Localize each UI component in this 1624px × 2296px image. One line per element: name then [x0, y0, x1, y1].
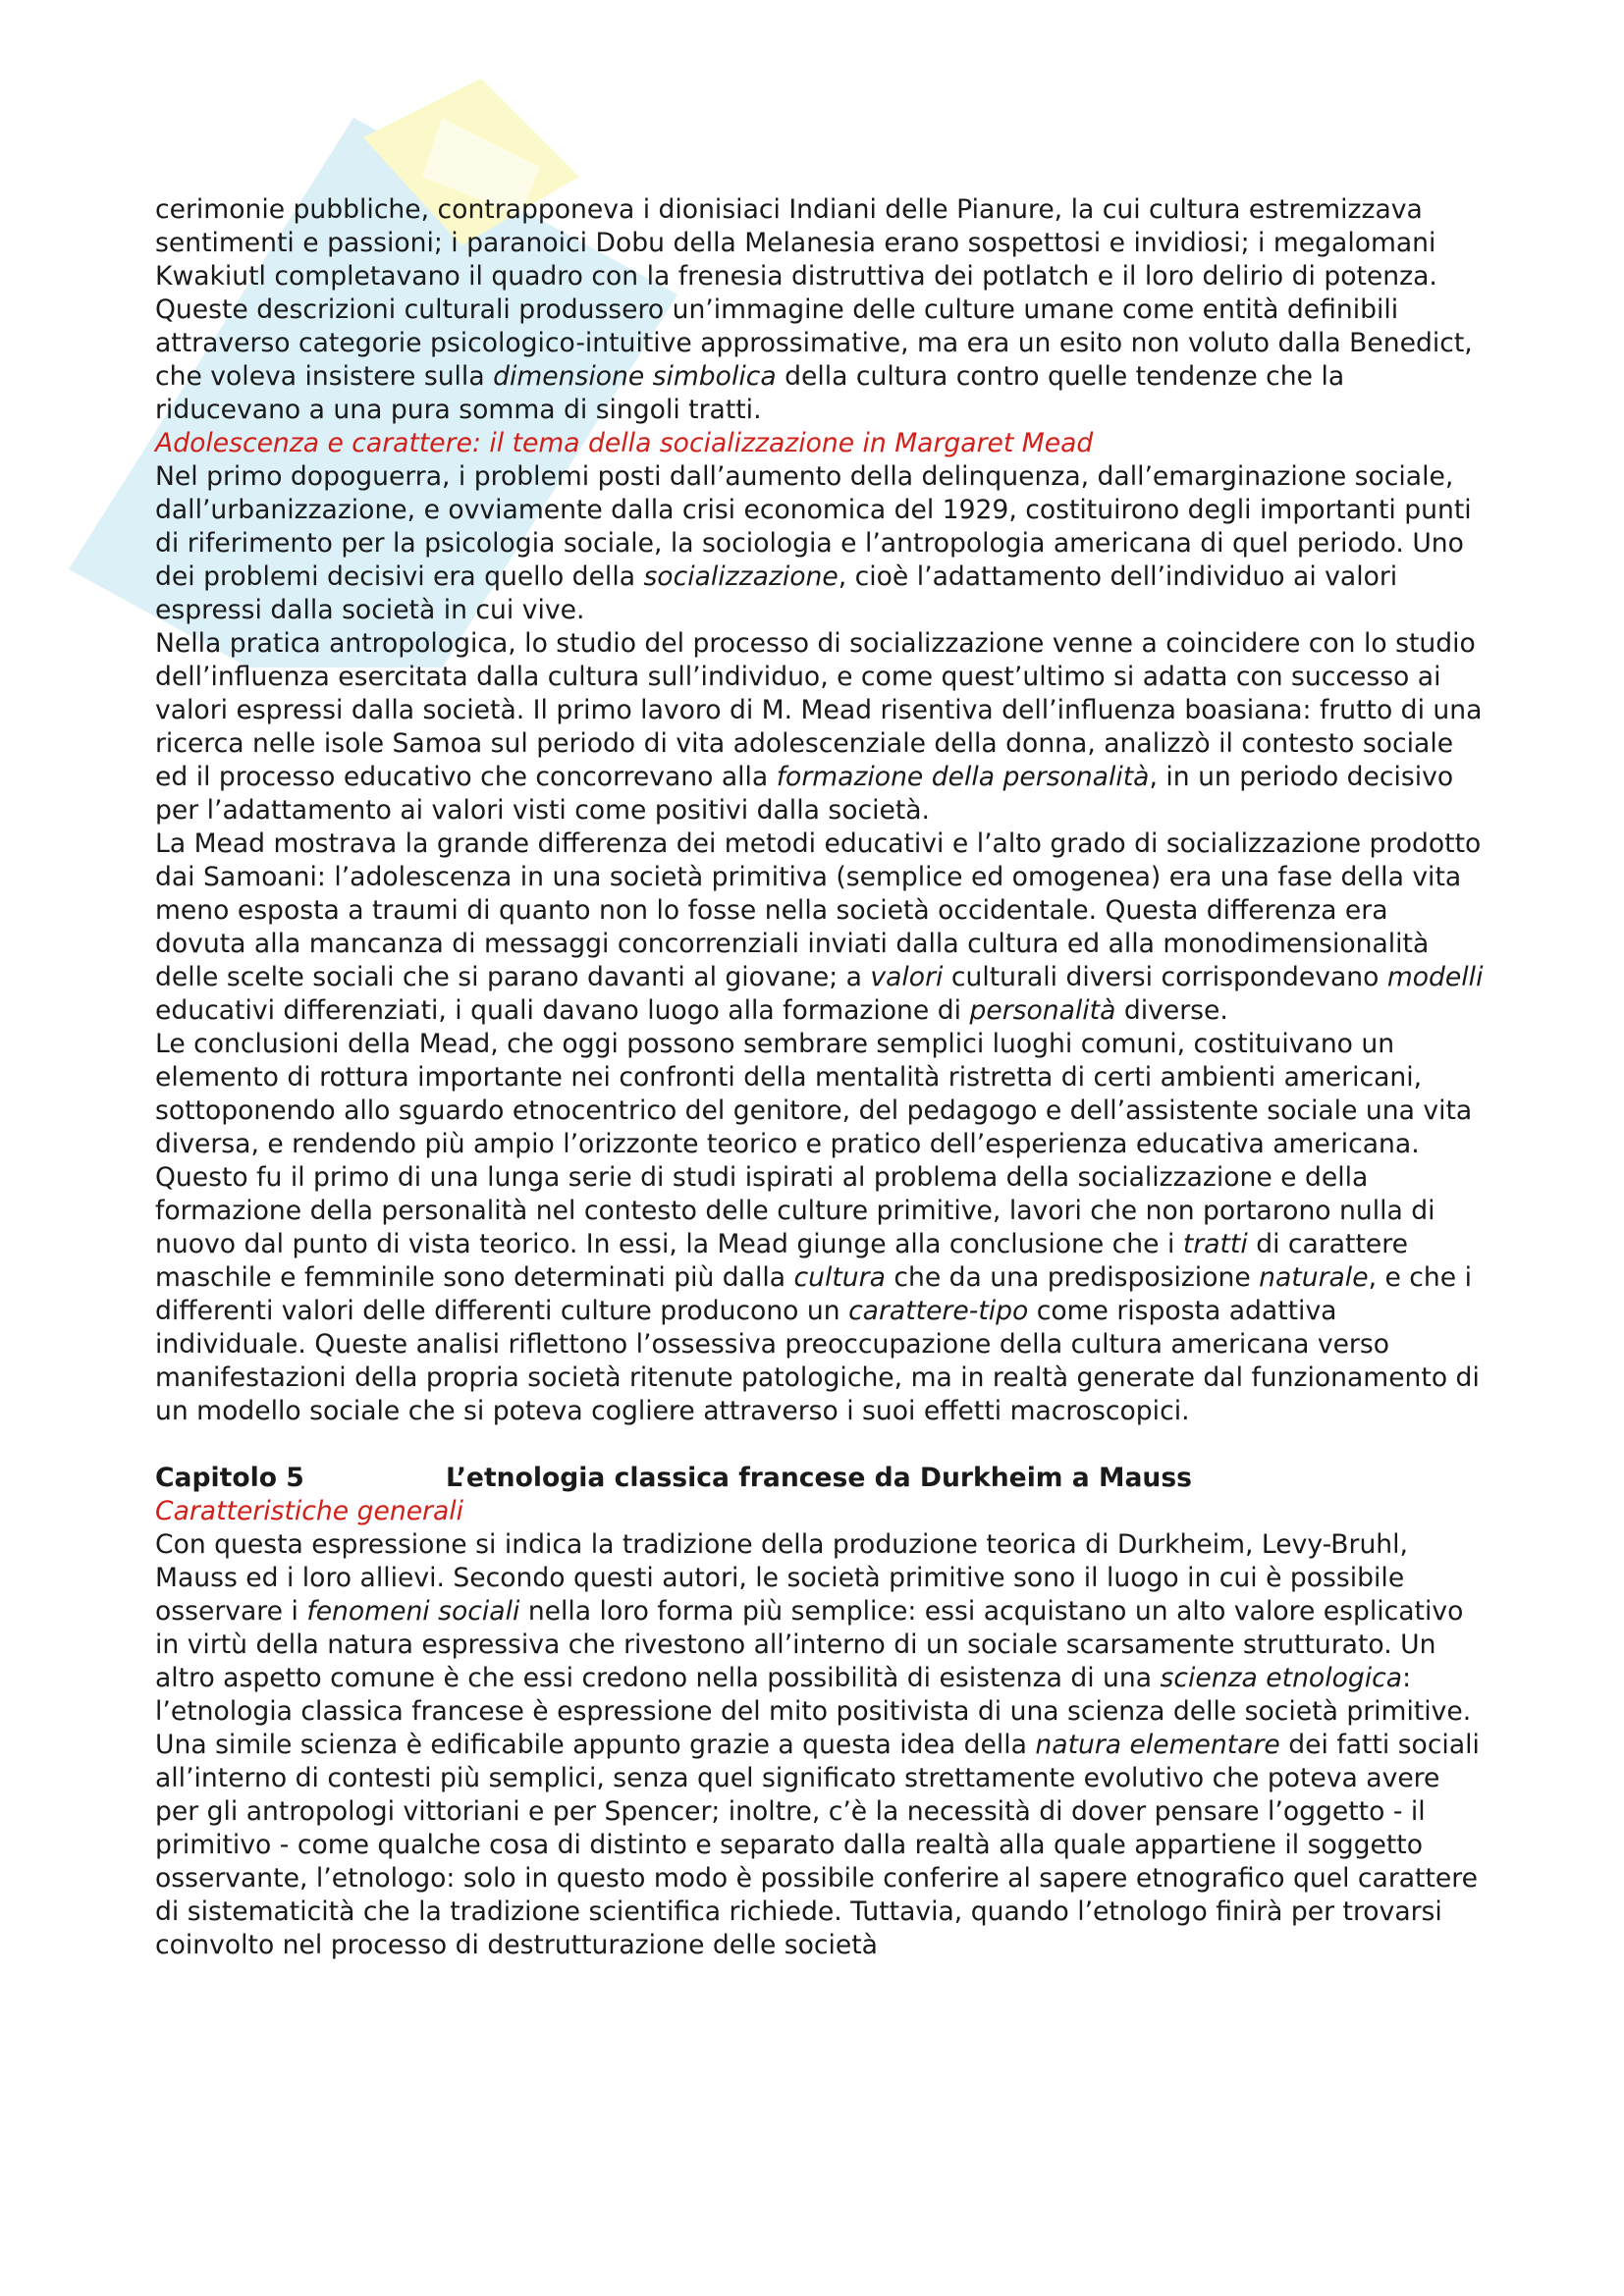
paragraph: Nel primo dopoguerra, i problemi posti dall’aumento della delinquenza, dall’emarginazione sociale, dall’urbanizzazione, e ovviamente dalla crisi economica del 1929, costituirono degli importanti punti di riferimento per la psicologia sociale, la sociologia e l’antropologia americana di quel periodo. Uno dei problemi decisivi era quello della socializzazione, cioè l’adattamento dell’individuo ai valori espressi dalla società in cui vive. [155, 461, 1472, 625]
section-heading-mead: Adolescenza e carattere: il tema della socializzazione in Margaret Mead [155, 428, 1094, 458]
paragraph: Nella pratica antropologica, lo studio del processo di socializzazione venne a coincidere con lo studio dell’influenza esercitata dalla cultura sull’individuo, e come quest’ultimo si adatta con successo ai valori espressi dalla società. Il primo lavoro di M. Mead risentiva dell’influenza boasiana: frutto di una ricerca nelle isole Samoa sul periodo di vita adolescenziale della donna, analizzò il contesto sociale ed il processo educativo che concorrevano alla formazione della personalità, in un periodo decisivo per l’adattamento ai valori visti come positivi dalla società. [155, 628, 1483, 826]
section-heading-general: Caratteristiche generali [155, 1496, 464, 1526]
paragraph: cerimonie pubbliche, contrapponeva i dionisiaci Indiani delle Pianure, la cui cultura estremizzava sentimenti e passioni; i paranoici Dobu della Melanesia erano sospettosi e invidiosi; i megalomani Kwakiutl completavano il quadro con la frenesia distruttiva dei potlatch e il loro delirio di potenza. [155, 194, 1437, 292]
chapter-title: L’etnologia classica francese da Durkheim a Mauss [446, 1463, 1192, 1493]
paragraph: Queste descrizioni culturali produssero un’immagine delle culture umane come entità definibili attraverso categorie psicologico-intuitive approssimative, ma era un esito non voluto dalla Benedict, che voleva insistere sulla dimensione simbolica della cultura contro quelle tendenze che la riducevano a una pura somma di singoli tratti. [155, 294, 1473, 425]
paragraph: Con questa espressione si indica la tradizione della produzione teorica di Durkheim, Levy-Bruhl, Mauss ed i loro allievi. Secondo questi autori, le società primitive sono il luogo in cui è possibile osservare i fenomeni sociali nella loro forma più semplice: essi acquistano un alto valore esplicativo in virtù della natura espressiva che rivestono all’interno di un sociale scarsamente strutturato. Un altro aspetto comune è che essi credono nella possibilità di esistenza di una scienza etnologica: l’etnologia classica francese è espressione del mito positivista di una scienza delle società primitive. [155, 1529, 1472, 1727]
paragraph: La Mead mostrava la grande differenza dei metodi educativi e l’alto grado di socializzazione prodotto dai Samoani: l’adolescenza in una società primitiva (semplice ed omogenea) era una fase della vita meno esposta a traumi di quanto non lo fosse nella società occidentale. Questa differenza era dovuta alla mancanza di messaggi concorrenziali inviati dalla cultura ed alla monodimensionalità delle scelte sociali che si parano davanti al giovane; a valori culturali diversi corrispondevano modelli educativi differenziati, i quali davano luogo alla formazione di personalità diverse. [155, 828, 1484, 1026]
paragraph: Le conclusioni della Mead, che oggi possono sembrare semplici luoghi comuni, costituivano un elemento di rottura importante nei confronti della mentalità ristretta di certi ambienti americani, sottoponendo allo sguardo etnocentrico del genitore, del pedagogo e dell’assistente sociale una vita diversa, e rendendo più ampio l’orizzonte teorico e pratico dell’esperienza educativa americana. [155, 1029, 1473, 1159]
paragraph: Una simile scienza è edificabile appunto grazie a questa idea della natura elementare dei fatti sociali all’interno di contesti più semplici, senza quel significato strettamente evolutivo che poteva avere per gli antropologi vittoriani e per Spencer; inoltre, c’è la necessità di dover pensare l’oggetto - il primitivo - come qualche cosa di distinto e separato dalla realtà alla quale appartiene il soggetto osservante, l’etnologo: solo in questo modo è possibile conferire al sapere etnografico quel carattere di sistematicità che la tradizione scientifica richiede. Tuttavia, quando l’etnologo finirà per trovarsi coinvolto nel processo di destrutturazione delle società [155, 1730, 1480, 1960]
chapter-number: Capitolo 5 [155, 1463, 304, 1493]
document-body [155, 193, 1486, 1962]
chapter-heading [155, 1462, 1486, 1495]
paragraph: Questo fu il primo di una lunga serie di studi ispirati al problema della socializzazione e della formazione della personalità nel contesto delle culture primitive, lavori che non portarono nulla di nuovo dal punto di vista teorico. In essi, la Mead giunge alla conclusione che i tratti di carattere maschile e femminile sono determinati più dalla cultura che da una predisposizione naturale, e che i differenti valori delle differenti culture producono un carattere-tipo come risposta adattiva individuale. Queste analisi riflettono l’ossessiva preoccupazione della cultura americana verso manifestazioni della propria società ritenute patologiche, ma in realtà generate dal funzionamento di un modello sociale che si poteva cogliere attraverso i suoi effetti macroscopici. [155, 1162, 1480, 1426]
